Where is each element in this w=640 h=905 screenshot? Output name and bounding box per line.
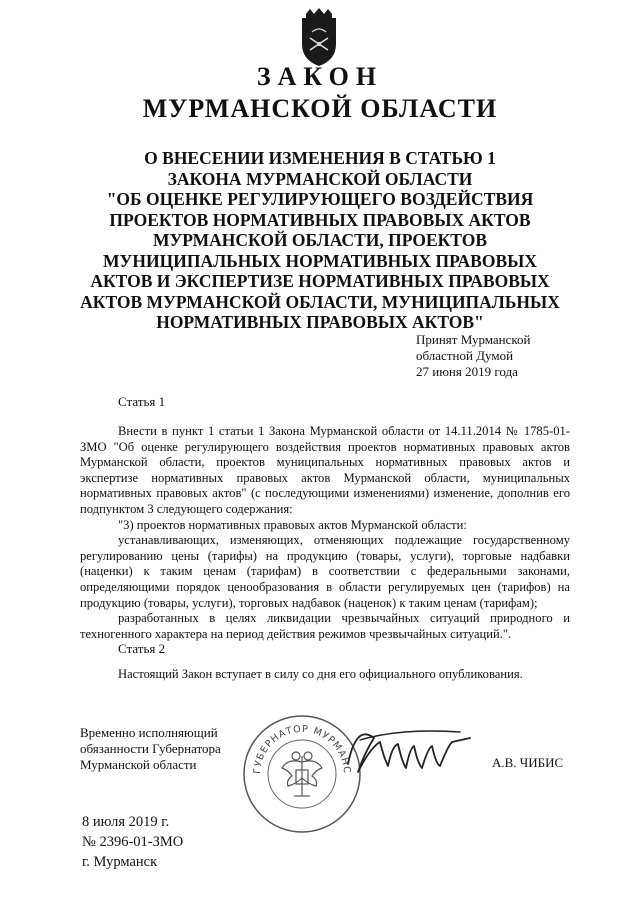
title-line: АКТОВ И ЭКСПЕРТИЗЕ НОРМАТИВНЫХ ПРАВОВЫХ: [90, 271, 550, 291]
signer-line-1: Временно исполняющий: [80, 725, 218, 740]
title-line: АКТОВ МУРМАНСКОЙ ОБЛАСТИ, МУНИЦИПАЛЬНЫХ: [80, 291, 560, 312]
title-line: ПРОЕКТОВ НОРМАТИВНЫХ ПРАВОВЫХ АКТОВ: [109, 209, 531, 230]
article-2-heading: Статья 2: [118, 641, 166, 656]
law-number: № 2396-01-ЗМО: [82, 834, 184, 850]
stamp-text: ГУБЕРНАТОР МУРМАНС: [251, 723, 353, 775]
signer-line-3: Мурманской области: [80, 756, 197, 772]
article-paragraph: Внести в пункт 1 статьи 1 Закона Мурманской области от 14.11.2014 № 1785-01-ЗМО "Об оценке регулирующего воздействия проектов нормативных правовых актов Мурманской области, проектов муниципальных нормативных правовых актов и экспертизе нормативных правовых актов Мурманской области, муниципальных нормативных правовых актов" (с последующими изменениями) изменение, дополнив его подпунктом 3 следующего содержания:: [80, 424, 570, 516]
article-2-body: [80, 667, 570, 683]
document-type: ЗАКОН: [256, 62, 384, 91]
signer-name: А.В. ЧИБИС: [492, 755, 564, 770]
article-1-body: [80, 424, 570, 642]
coat-of-arms-icon: [296, 8, 342, 68]
title-line: ЗАКОНА МУРМАНСКОЙ ОБЛАСТИ: [167, 168, 473, 189]
adoption-line-1: Принят Мурманской: [416, 332, 531, 347]
adoption-note: [416, 332, 531, 380]
title-line: О ВНЕСЕНИИ ИЗМЕНЕНИЯ В СТАТЬЮ 1: [144, 148, 496, 168]
signing-details: [82, 812, 183, 872]
adoption-date: 27 июня 2019 года: [416, 364, 518, 379]
article-paragraph: "3) проектов нормативных правовых актов Мурманской области:: [118, 517, 467, 532]
signer-line-2: обязанности Губернатора: [80, 740, 221, 756]
title-line: МУНИЦИПАЛЬНЫХ НОРМАТИВНЫХ ПРАВОВЫХ: [103, 250, 537, 271]
adoption-line-2: областной Думой: [416, 348, 514, 363]
signer-title: [80, 725, 221, 772]
region-heading: МУРМАНСКОЙ ОБЛАСТИ: [142, 94, 498, 123]
law-title: [60, 148, 580, 333]
article-paragraph: разработанных в целях ликвидации чрезвычайных ситуаций природного и техногенного характера на период действия режимов чрезвычайных ситуаций.".: [80, 611, 570, 641]
article-paragraph: устанавливающих, изменяющих, отменяющих подлежащие государственному регулированию цены (тарифы) на продукцию (товары, услуги), торговые надбавки (наценки) к таким ценам (тарифам) в соответствии с федеральными законами, определяющими порядок ценообразования в области регулируемых цен (тарифов) на продукцию (товары, услуги), торговых надбавок (наценок) к таким ценам (тарифам);: [80, 533, 570, 610]
svg-text:ГУБЕРНАТОР МУРМАНСКОЙ ОБЛАСТИ: [240, 712, 352, 774]
signing-date: 8 июля 2019 г.: [82, 814, 170, 830]
title-line: МУРМАНСКОЙ ОБЛАСТИ, ПРОЕКТОВ: [152, 230, 488, 250]
article-1-heading: Статья 1: [118, 394, 166, 409]
article-paragraph: Настоящий Закон вступает в силу со дня его официального опубликования.: [118, 667, 523, 681]
title-line: НОРМАТИВНЫХ ПРАВОВЫХ АКТОВ": [156, 312, 484, 332]
handwritten-signature-icon: [340, 718, 490, 788]
title-line: "ОБ ОЦЕНКЕ РЕГУЛИРУЮЩЕГО ВОЗДЕЙСТВИЯ: [106, 189, 534, 209]
signing-city: г. Мурманск: [82, 854, 158, 870]
